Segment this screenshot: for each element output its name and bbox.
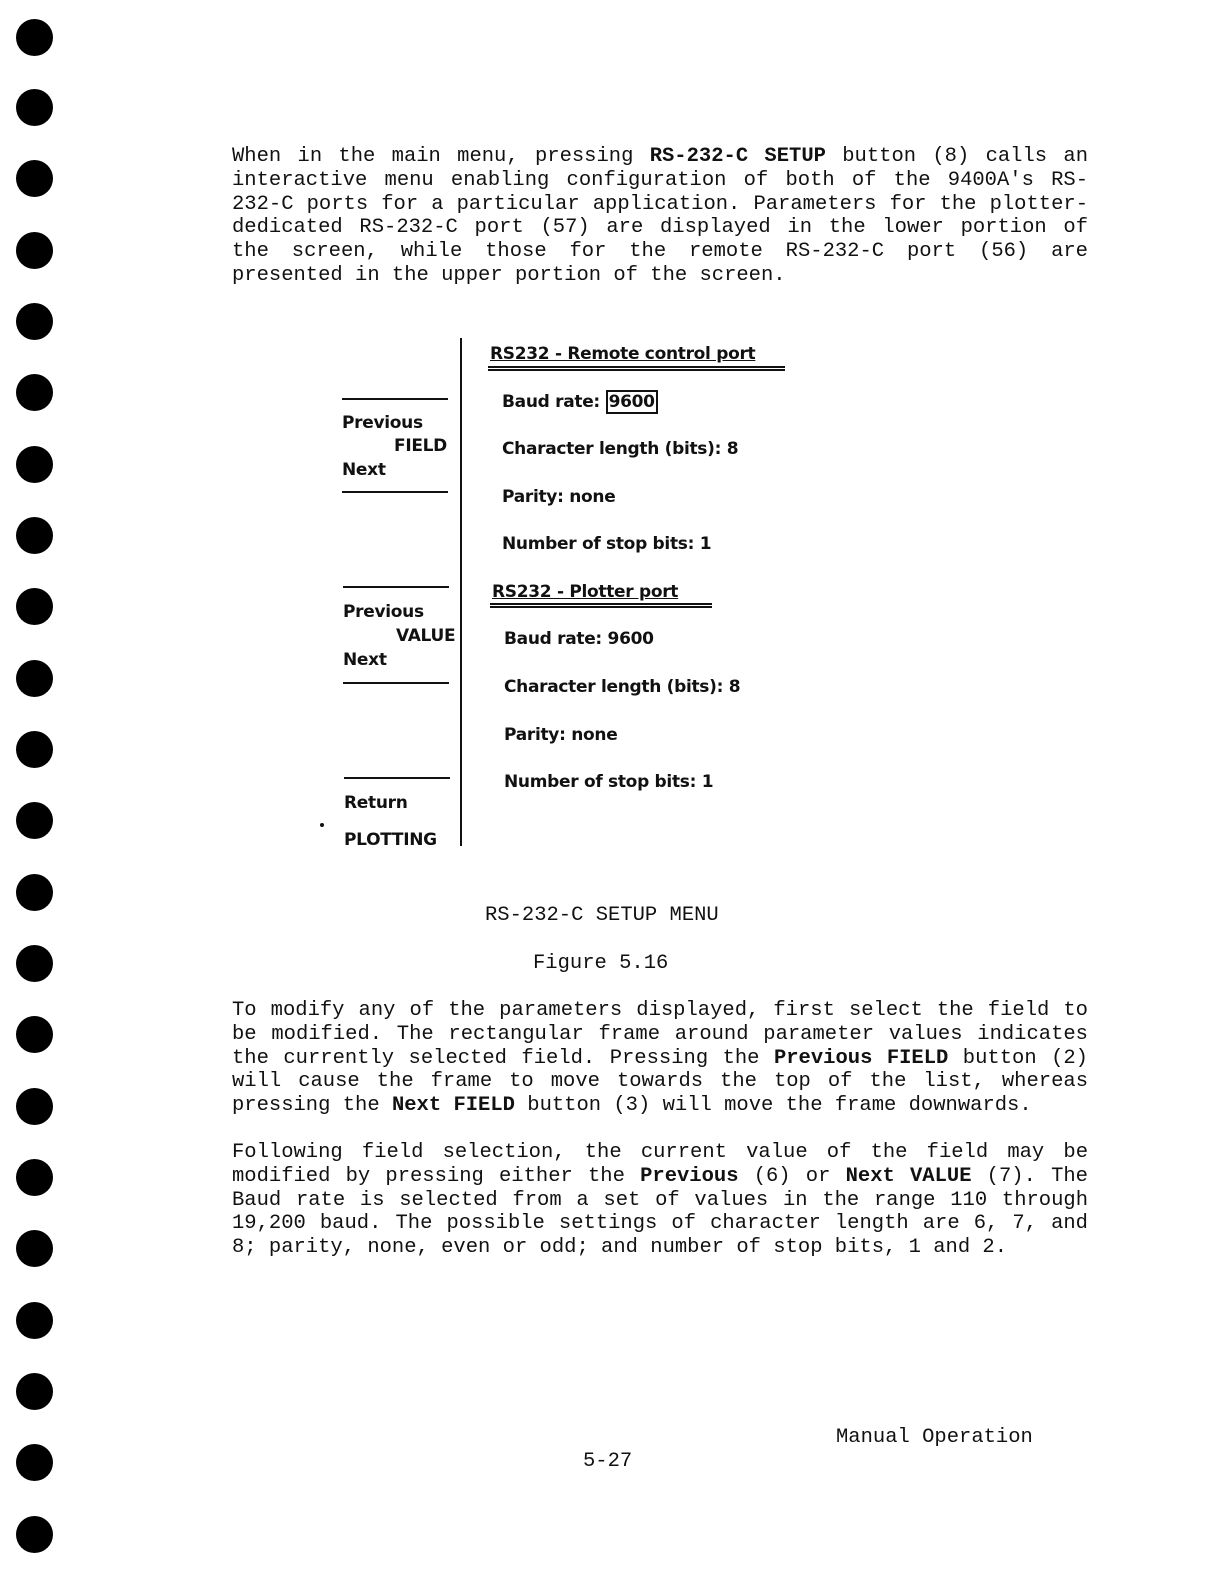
remote-baud-label: Baud rate: bbox=[502, 392, 600, 412]
bold-term: RS-232-C SETUP bbox=[649, 145, 826, 168]
plotter-parity[interactable]: Parity: none bbox=[504, 725, 618, 745]
binder-hole bbox=[16, 945, 53, 982]
bold-term: Next FIELD bbox=[391, 1094, 515, 1118]
remote-baud-rate bbox=[502, 392, 658, 412]
remote-heading-double-rule bbox=[488, 366, 785, 371]
text-run: button (8) calls an interactive menu enabling configuration of both of the 9400A's RS-232-C ports for a particular application. Parameters for the plotter-dedicated RS-232-C port (57) are displayed in the lower portion of the screen, while those for the remote RS-232-C port (56) are presented in the upper portion of the screen. bbox=[232, 145, 1088, 287]
binder-hole bbox=[16, 588, 53, 625]
binder-hole bbox=[16, 517, 53, 554]
binder-holes bbox=[16, 0, 56, 1576]
return-marker-dot bbox=[320, 823, 324, 827]
binder-hole bbox=[16, 446, 53, 483]
value-softkey-top-rule bbox=[343, 586, 449, 588]
bold-term: Next VALUE bbox=[845, 1164, 972, 1188]
binder-hole bbox=[16, 1302, 53, 1339]
binder-hole bbox=[16, 19, 53, 56]
text-run: Following field selection, the current value of the field may be modified by pressing either the bbox=[232, 1141, 1088, 1188]
binder-hole bbox=[16, 874, 53, 911]
text-run: button (3) will move the frame downwards. bbox=[514, 1094, 1032, 1118]
plotter-stop-bits[interactable]: Number of stop bits: 1 bbox=[504, 772, 714, 792]
softkey-return-target: PLOTTING bbox=[344, 830, 437, 850]
return-softkey-rule bbox=[344, 777, 450, 779]
text-run: When in the main menu, pressing bbox=[232, 145, 650, 168]
text-run: button (2) will cause the frame to move towards the top of the list, whereas pressing the bbox=[232, 1046, 1088, 1118]
softkey-previous-field[interactable]: Previous bbox=[342, 413, 423, 433]
binder-hole bbox=[16, 89, 53, 126]
remote-port-heading: RS232 - Remote control port bbox=[490, 344, 756, 364]
remote-char-length[interactable]: Character length (bits): 8 bbox=[502, 439, 739, 459]
binder-hole bbox=[16, 802, 53, 839]
figure-caption-title: RS-232-C SETUP MENU bbox=[485, 904, 719, 927]
binder-hole bbox=[16, 731, 53, 768]
binder-hole bbox=[16, 1159, 53, 1196]
bold-term: Previous bbox=[640, 1164, 739, 1188]
figure-caption-number: Figure 5.16 bbox=[533, 952, 669, 975]
binder-hole bbox=[16, 1230, 53, 1267]
binder-hole bbox=[16, 1373, 53, 1410]
value-softkey-bottom-rule bbox=[343, 682, 449, 684]
text-run: (6) or bbox=[738, 1164, 846, 1188]
footer-section-title: Manual Operation bbox=[836, 1426, 1033, 1449]
plotter-char-length[interactable]: Character length (bits): 8 bbox=[504, 677, 741, 697]
binder-hole bbox=[16, 1516, 53, 1553]
remote-parity[interactable]: Parity: none bbox=[502, 487, 616, 507]
bold-term: Previous FIELD bbox=[773, 1046, 949, 1070]
value-selection-paragraph bbox=[232, 1141, 1088, 1260]
remote-baud-value-selected[interactable]: 9600 bbox=[606, 390, 658, 414]
binder-hole bbox=[16, 303, 53, 340]
binder-hole bbox=[16, 1088, 53, 1125]
modify-paragraph bbox=[232, 999, 1088, 1118]
binder-hole bbox=[16, 1444, 53, 1481]
text-run: To modify any of the parameters displayed, first select the field to be modified. The rectangular frame around parameter values indicates the currently selected field. Pressing the bbox=[232, 999, 1088, 1070]
plotter-port-heading: RS232 - Plotter port bbox=[492, 582, 679, 602]
softkey-next-value[interactable]: Next bbox=[343, 650, 387, 670]
field-softkey-bottom-rule bbox=[342, 491, 448, 493]
binder-hole bbox=[16, 160, 53, 197]
softkey-previous-value[interactable]: Previous bbox=[343, 602, 424, 622]
text-run: (7). The Baud rate is selected from a set of values in the range 110 through 19,200 baud. The possible settings of character length are 6, 7, and 8; parity, none, even or odd; and number of stop bits, 1 and 2. bbox=[232, 1164, 1088, 1260]
binder-hole bbox=[16, 660, 53, 697]
field-softkey-top-rule bbox=[342, 398, 448, 400]
softkey-divider bbox=[460, 338, 462, 846]
binder-hole bbox=[16, 374, 53, 411]
remote-stop-bits[interactable]: Number of stop bits: 1 bbox=[502, 534, 712, 554]
softkey-return[interactable]: Return bbox=[344, 793, 408, 813]
plotter-heading-double-rule bbox=[490, 603, 712, 608]
binder-hole bbox=[16, 1016, 53, 1053]
softkey-field-label: FIELD bbox=[394, 436, 447, 456]
softkey-next-field[interactable]: Next bbox=[342, 460, 386, 480]
plotter-baud-rate[interactable]: Baud rate: 9600 bbox=[504, 629, 654, 649]
page-number: 5-27 bbox=[583, 1450, 633, 1473]
binder-hole bbox=[16, 232, 53, 269]
intro-paragraph bbox=[232, 145, 1088, 288]
softkey-value-label: VALUE bbox=[396, 626, 456, 646]
